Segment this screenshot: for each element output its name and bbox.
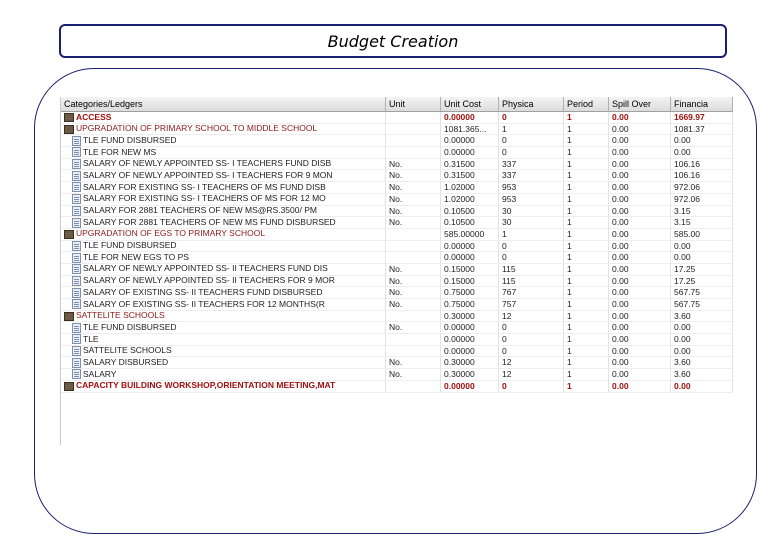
cell-physical: 30 [499, 217, 564, 229]
cell-financial: 567.75 [671, 299, 733, 311]
cell-unit: No. [386, 182, 441, 194]
cell-ledger-name [61, 264, 386, 276]
cell-physical: 337 [499, 170, 564, 182]
cell-unit [386, 241, 441, 253]
cell-physical: 115 [499, 276, 564, 288]
cell-unit [386, 311, 441, 323]
cell-unit-cost: 0.00000 [441, 322, 499, 334]
cell-period: 1 [564, 112, 609, 124]
cell-ledger-name [61, 311, 386, 323]
ledger-label: SATTELITE SCHOOLS [76, 310, 165, 321]
ledger-document-icon [72, 334, 81, 344]
cell-period: 1 [564, 369, 609, 381]
cell-unit [386, 334, 441, 346]
budget-grid[interactable] [60, 97, 733, 445]
cell-period: 1 [564, 276, 609, 288]
cell-physical: 12 [499, 357, 564, 369]
cell-ledger-name [61, 369, 386, 381]
ledger-document-icon [72, 194, 81, 204]
ledger-label: SALARY OF NEWLY APPOINTED SS- I TEACHERS FOR 9 MON [83, 170, 333, 180]
category-folder-icon[interactable] [64, 125, 74, 134]
table-row[interactable] [61, 322, 733, 334]
cell-financial: 3.15 [671, 206, 733, 218]
cell-physical: 1 [499, 124, 564, 136]
ledger-label: TLE FOR NEW EGS TO PS [83, 252, 189, 262]
ledger-label: TLE FOR NEW MS [83, 147, 157, 157]
column-header-physical[interactable]: Physica [499, 97, 564, 111]
cell-physical: 953 [499, 194, 564, 206]
cell-unit: No. [386, 194, 441, 206]
cell-spill-over: 0.00 [609, 124, 671, 136]
cell-period: 1 [564, 147, 609, 159]
cell-unit-cost: 0.10500 [441, 217, 499, 229]
ledger-label: TLE FUND DISBURSED [83, 322, 177, 332]
cell-unit-cost: 0.00000 [441, 346, 499, 358]
table-row[interactable] [61, 112, 733, 124]
cell-physical: 0 [499, 241, 564, 253]
cell-spill-over: 0.00 [609, 182, 671, 194]
cell-period: 1 [564, 334, 609, 346]
table-row[interactable] [61, 182, 733, 194]
cell-financial: 106.16 [671, 170, 733, 182]
ledger-label: TLE [83, 334, 99, 344]
cell-physical: 0 [499, 346, 564, 358]
table-row[interactable] [61, 264, 733, 276]
cell-ledger-name [61, 124, 386, 136]
cell-financial: 0.00 [671, 381, 733, 393]
cell-unit-cost: 0.00000 [441, 147, 499, 159]
cell-ledger-name [61, 252, 386, 264]
table-row[interactable] [61, 346, 733, 358]
table-row[interactable] [61, 170, 733, 182]
column-header-categories[interactable]: Categories/Ledgers [61, 97, 386, 111]
cell-period: 1 [564, 206, 609, 218]
cell-ledger-name [61, 159, 386, 171]
ledger-label: TLE FUND DISBURSED [83, 240, 177, 251]
cell-period: 1 [564, 170, 609, 182]
cell-unit-cost: 0.00000 [441, 381, 499, 393]
cell-period: 1 [564, 322, 609, 334]
cell-ledger-name [61, 346, 386, 358]
table-row[interactable] [61, 206, 733, 218]
cell-unit-cost: 1081.365... [441, 124, 499, 136]
table-row[interactable] [61, 194, 733, 206]
ledger-label: SALARY [83, 369, 117, 379]
cell-period: 1 [564, 311, 609, 323]
cell-physical: 0 [499, 322, 564, 334]
ledger-document-icon [72, 171, 81, 181]
cell-spill-over: 0.00 [609, 241, 671, 253]
cell-unit: No. [386, 264, 441, 276]
ledger-label: SALARY OF NEWLY APPOINTED SS- II TEACHERS FUND DIS [83, 263, 328, 274]
cell-spill-over: 0.00 [609, 357, 671, 369]
cell-financial: 0.00 [671, 334, 733, 346]
ledger-label: SALARY FOR 2881 TEACHERS OF NEW MS FUND DISBURSED [83, 217, 336, 227]
ledger-document-icon [72, 276, 81, 286]
cell-ledger-name [61, 322, 386, 334]
cell-financial: 1669.97 [671, 112, 733, 124]
cell-physical: 0 [499, 334, 564, 346]
cell-physical: 0 [499, 252, 564, 264]
cell-unit: No. [386, 217, 441, 229]
cell-physical: 0 [499, 381, 564, 393]
cell-ledger-name [61, 334, 386, 346]
column-header-financial[interactable]: Financia [671, 97, 733, 111]
cell-unit-cost: 0.00000 [441, 112, 499, 124]
cell-unit-cost: 585.00000 [441, 229, 499, 241]
cell-financial: 17.25 [671, 264, 733, 276]
table-row[interactable] [61, 369, 733, 381]
cell-spill-over: 0.00 [609, 112, 671, 124]
cell-physical: 0 [499, 112, 564, 124]
cell-ledger-name [61, 147, 386, 159]
table-row[interactable] [61, 241, 733, 253]
cell-unit-cost: 1.02000 [441, 194, 499, 206]
cell-physical: 757 [499, 299, 564, 311]
ledger-label: SALARY FOR EXISTING SS- I TEACHERS OF MS FOR 12 MO [83, 193, 326, 204]
cell-physical: 0 [499, 147, 564, 159]
cell-unit-cost: 0.75000 [441, 287, 499, 299]
cell-period: 1 [564, 182, 609, 194]
ledger-label: UPGRADATION OF PRIMARY SCHOOL TO MIDDLE SCHOOL [76, 123, 318, 134]
cell-spill-over: 0.00 [609, 346, 671, 358]
ledger-document-icon [72, 136, 81, 146]
cell-period: 1 [564, 159, 609, 171]
table-row[interactable] [61, 357, 733, 369]
cell-physical: 1 [499, 229, 564, 241]
cell-financial: 0.00 [671, 252, 733, 264]
ledger-document-icon [72, 253, 81, 263]
cell-ledger-name [61, 357, 386, 369]
cell-spill-over: 0.00 [609, 159, 671, 171]
cell-period: 1 [564, 299, 609, 311]
table-row[interactable] [61, 252, 733, 264]
cell-physical: 12 [499, 369, 564, 381]
table-row[interactable] [61, 159, 733, 171]
cell-period: 1 [564, 241, 609, 253]
cell-financial: 3.60 [671, 311, 733, 323]
cell-unit: No. [386, 206, 441, 218]
ledger-document-icon [72, 264, 81, 274]
cell-unit: No. [386, 322, 441, 334]
cell-unit-cost: 0.30000 [441, 311, 499, 323]
cell-spill-over: 0.00 [609, 264, 671, 276]
cell-spill-over: 0.00 [609, 369, 671, 381]
cell-period: 1 [564, 194, 609, 206]
column-header-period[interactable]: Period [564, 97, 609, 111]
ledger-label: SALARY OF NEWLY APPOINTED SS- I TEACHERS FUND DISB [83, 158, 332, 169]
cell-financial: 567.75 [671, 287, 733, 299]
table-row[interactable] [61, 124, 733, 136]
cell-period: 1 [564, 124, 609, 136]
cell-ledger-name [61, 112, 386, 124]
cell-financial: 1081.37 [671, 124, 733, 136]
ledger-label: SALARY FOR 2881 TEACHERS OF NEW MS@RS.3500/ PM [83, 205, 317, 215]
cell-period: 1 [564, 229, 609, 241]
ledger-label: SATTELITE SCHOOLS [83, 345, 172, 356]
cell-unit: No. [386, 170, 441, 182]
cell-ledger-name [61, 182, 386, 194]
cell-spill-over: 0.00 [609, 299, 671, 311]
table-row[interactable] [61, 287, 733, 299]
ledger-label: TLE FUND DISBURSED [83, 135, 177, 145]
cell-physical: 12 [499, 311, 564, 323]
cell-ledger-name [61, 194, 386, 206]
category-folder-icon[interactable] [64, 312, 74, 321]
cell-unit-cost: 0.15000 [441, 264, 499, 276]
cell-unit-cost: 0.00000 [441, 241, 499, 253]
cell-spill-over: 0.00 [609, 170, 671, 182]
ledger-label: SALARY OF EXISTING SS- II TEACHERS FOR 12 MONTHS(R [83, 299, 325, 309]
cell-unit [386, 147, 441, 159]
cell-spill-over: 0.00 [609, 206, 671, 218]
cell-ledger-name [61, 381, 386, 393]
cell-financial: 3.60 [671, 369, 733, 381]
cell-period: 1 [564, 217, 609, 229]
cell-spill-over: 0.00 [609, 229, 671, 241]
cell-unit: No. [386, 276, 441, 288]
table-row[interactable] [61, 276, 733, 288]
table-row[interactable] [61, 229, 733, 241]
cell-financial: 0.00 [671, 147, 733, 159]
ledger-label: UPGRADATION OF EGS TO PRIMARY SCHOOL [76, 228, 266, 239]
cell-spill-over: 0.00 [609, 135, 671, 147]
cell-ledger-name [61, 217, 386, 229]
cell-unit: No. [386, 357, 441, 369]
cell-unit-cost: 0.00000 [441, 334, 499, 346]
ledger-document-icon [72, 358, 81, 368]
grid-header [61, 97, 733, 112]
cell-financial: 0.00 [671, 135, 733, 147]
cell-unit-cost: 0.10500 [441, 206, 499, 218]
cell-unit-cost: 0.75000 [441, 299, 499, 311]
grid-body [61, 112, 733, 393]
cell-spill-over: 0.00 [609, 322, 671, 334]
cell-unit: No. [386, 159, 441, 171]
table-row[interactable] [61, 135, 733, 147]
cell-period: 1 [564, 287, 609, 299]
cell-unit [386, 124, 441, 136]
table-row[interactable] [61, 217, 733, 229]
cell-financial: 0.00 [671, 346, 733, 358]
cell-unit [386, 229, 441, 241]
category-folder-icon[interactable] [64, 382, 74, 391]
ledger-document-icon [72, 182, 81, 192]
cell-unit: No. [386, 287, 441, 299]
cell-ledger-name [61, 170, 386, 182]
cell-ledger-name [61, 287, 386, 299]
cell-financial: 106.16 [671, 159, 733, 171]
cell-physical: 767 [499, 287, 564, 299]
cell-physical: 30 [499, 206, 564, 218]
table-row[interactable] [61, 311, 733, 323]
cell-ledger-name [61, 229, 386, 241]
cell-unit-cost: 0.30000 [441, 357, 499, 369]
cell-financial: 0.00 [671, 241, 733, 253]
cell-ledger-name [61, 135, 386, 147]
cell-unit: No. [386, 299, 441, 311]
category-folder-icon[interactable] [64, 113, 74, 122]
column-header-unit[interactable]: Unit [386, 97, 441, 111]
cell-spill-over: 0.00 [609, 334, 671, 346]
ledger-document-icon [72, 323, 81, 333]
cell-spill-over: 0.00 [609, 311, 671, 323]
category-folder-icon[interactable] [64, 230, 74, 239]
ledger-document-icon [72, 288, 81, 298]
cell-spill-over: 0.00 [609, 276, 671, 288]
column-header-spill-over[interactable]: Spill Over [609, 97, 671, 111]
cell-unit-cost: 0.31500 [441, 170, 499, 182]
cell-financial: 3.15 [671, 217, 733, 229]
cell-ledger-name [61, 299, 386, 311]
cell-spill-over: 0.00 [609, 252, 671, 264]
cell-spill-over: 0.00 [609, 287, 671, 299]
ledger-label: ACCESS [76, 112, 112, 122]
cell-financial: 972.06 [671, 182, 733, 194]
ledger-label: SALARY OF NEWLY APPOINTED SS- II TEACHERS FOR 9 MOR [83, 275, 335, 286]
cell-unit-cost: 1.02000 [441, 182, 499, 194]
cell-financial: 972.06 [671, 194, 733, 206]
cell-unit-cost: 0.15000 [441, 276, 499, 288]
cell-period: 1 [564, 264, 609, 276]
cell-period: 1 [564, 252, 609, 264]
cell-spill-over: 0.00 [609, 194, 671, 206]
cell-period: 1 [564, 135, 609, 147]
ledger-label: SALARY FOR EXISTING SS- I TEACHERS OF MS FUND DISB [83, 182, 326, 192]
cell-period: 1 [564, 381, 609, 393]
ledger-document-icon [72, 346, 81, 356]
cell-unit [386, 346, 441, 358]
cell-financial: 585.00 [671, 229, 733, 241]
ledger-document-icon [72, 206, 81, 216]
cell-financial: 17.25 [671, 276, 733, 288]
cell-period: 1 [564, 346, 609, 358]
column-header-unit-cost[interactable]: Unit Cost [441, 97, 499, 111]
cell-physical: 0 [499, 135, 564, 147]
ledger-label: SALARY DISBURSED [83, 357, 169, 367]
cell-unit-cost: 0.00000 [441, 252, 499, 264]
cell-ledger-name [61, 241, 386, 253]
cell-unit [386, 112, 441, 124]
cell-ledger-name [61, 276, 386, 288]
ledger-document-icon [72, 159, 81, 169]
cell-spill-over: 0.00 [609, 147, 671, 159]
cell-unit-cost: 0.31500 [441, 159, 499, 171]
table-row[interactable] [61, 381, 733, 393]
ledger-label: CAPACITY BUILDING WORKSHOP,ORIENTATION MEETING,MAT [76, 380, 336, 391]
cell-unit [386, 135, 441, 147]
cell-period: 1 [564, 357, 609, 369]
table-row[interactable] [61, 147, 733, 159]
cell-financial: 0.00 [671, 322, 733, 334]
cell-spill-over: 0.00 [609, 217, 671, 229]
cell-unit: No. [386, 369, 441, 381]
cell-physical: 337 [499, 159, 564, 171]
cell-unit [386, 252, 441, 264]
cell-spill-over: 0.00 [609, 381, 671, 393]
cell-unit-cost: 0.30000 [441, 369, 499, 381]
ledger-label: SALARY OF EXISTING SS- II TEACHERS FUND DISBURSED [83, 287, 323, 297]
table-row[interactable] [61, 334, 733, 346]
cell-financial: 3.60 [671, 357, 733, 369]
title-box [59, 24, 727, 58]
ledger-document-icon [72, 299, 81, 309]
ledger-document-icon [72, 241, 81, 251]
cell-unit [386, 381, 441, 393]
table-row[interactable] [61, 299, 733, 311]
cell-physical: 953 [499, 182, 564, 194]
ledger-document-icon [72, 369, 81, 379]
ledger-document-icon [72, 147, 81, 157]
cell-unit-cost: 0.00000 [441, 135, 499, 147]
ledger-document-icon [72, 218, 81, 228]
cell-ledger-name [61, 206, 386, 218]
page-title: Budget Creation [327, 31, 459, 51]
cell-physical: 115 [499, 264, 564, 276]
